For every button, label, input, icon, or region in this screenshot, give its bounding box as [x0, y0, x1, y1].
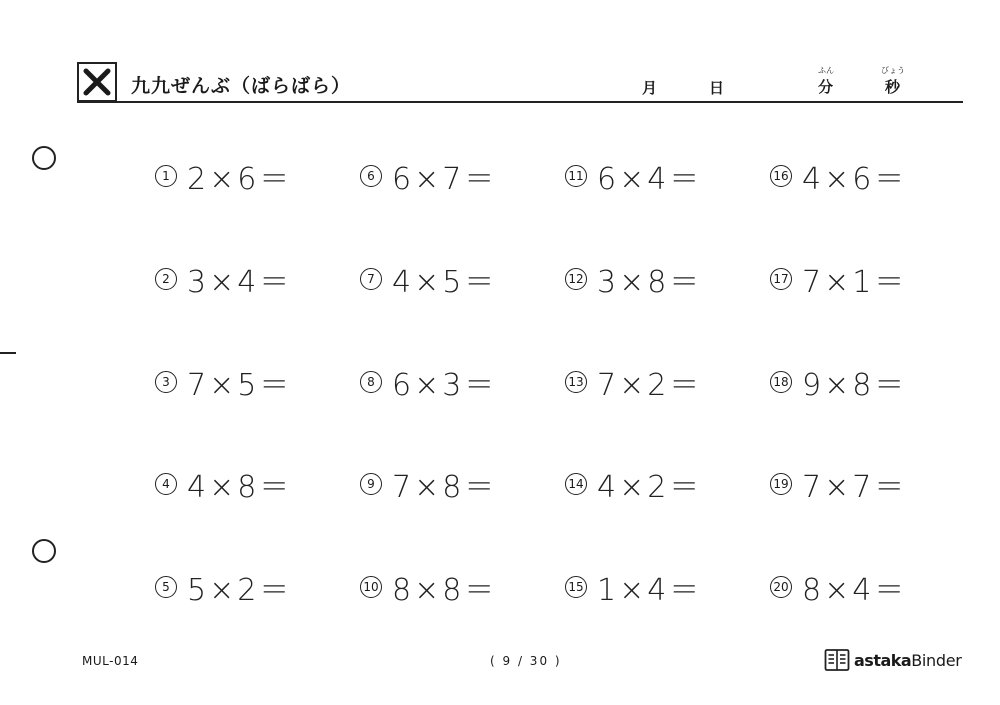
problem-expression: 8×8＝: [392, 573, 498, 608]
brand-name-strong: astaka: [854, 650, 912, 670]
problem-expression: 4×6＝: [802, 162, 908, 197]
problem-number: 20: [770, 576, 792, 598]
problem-expression: 7×8＝: [392, 470, 498, 505]
problem-expression: 7×5＝: [187, 368, 293, 403]
problem-number: 6: [360, 165, 382, 187]
problem-item: [770, 565, 907, 609]
problem-number: 4: [155, 473, 177, 495]
problem-number: 8: [360, 371, 382, 393]
minutes-ruby: ふん: [818, 66, 834, 75]
problem-item: [155, 154, 292, 198]
problem-expression: 4×5＝: [392, 265, 498, 300]
problem-expression: 3×8＝: [597, 265, 703, 300]
problem-expression: 4×2＝: [597, 470, 703, 505]
problem-item: [565, 360, 702, 404]
problem-number: 9: [360, 473, 382, 495]
brand-name-light: Binder: [911, 650, 962, 670]
problem-item: [360, 257, 497, 301]
brand-logo: [824, 648, 962, 672]
problem-expression: 4×8＝: [187, 470, 293, 505]
problem-item: [360, 462, 497, 506]
problem-expression: 5×2＝: [187, 573, 293, 608]
worksheet-title: 九九ぜんぶ（ばらばら）: [131, 75, 352, 97]
binder-book-icon: [824, 648, 850, 672]
problem-item: [155, 360, 292, 404]
problem-number: 5: [155, 576, 177, 598]
problem-expression: 3×4＝: [187, 265, 293, 300]
day-label: 日: [709, 79, 725, 97]
problem-item: [565, 257, 702, 301]
problem-expression: 6×4＝: [597, 162, 703, 197]
problem-item: [770, 154, 907, 198]
problem-number: 1: [155, 165, 177, 187]
problem-item: [360, 565, 497, 609]
problem-item: [360, 154, 497, 198]
problem-item: [565, 154, 702, 198]
worksheet-code: MUL-014: [82, 654, 139, 668]
problem-item: [770, 360, 907, 404]
problem-item: [360, 360, 497, 404]
problem-number: 15: [565, 576, 587, 598]
page-number: ( 9 / 30 ): [490, 654, 562, 668]
problem-expression: 9×8＝: [802, 368, 908, 403]
month-label: 月: [642, 79, 658, 97]
problem-item: [770, 462, 907, 506]
problem-item: [565, 565, 702, 609]
problem-item: [155, 257, 292, 301]
problem-number: 13: [565, 371, 587, 393]
problem-number: 17: [770, 268, 792, 290]
problem-expression: 8×4＝: [802, 573, 908, 608]
seconds-label: 秒: [885, 78, 901, 96]
problem-item: [565, 462, 702, 506]
problem-number: 11: [565, 165, 587, 187]
problem-number: 3: [155, 371, 177, 393]
problem-expression: 6×3＝: [392, 368, 498, 403]
problem-expression: 7×1＝: [802, 265, 908, 300]
problem-expression: 1×4＝: [597, 573, 703, 608]
problem-number: 2: [155, 268, 177, 290]
seconds-ruby: びょう: [881, 66, 905, 75]
problem-number: 7: [360, 268, 382, 290]
minutes-label: 分: [818, 78, 834, 96]
problem-number: 12: [565, 268, 587, 290]
problem-item: [155, 565, 292, 609]
problem-item: [770, 257, 907, 301]
problem-number: 10: [360, 576, 382, 598]
problem-number: 14: [565, 473, 587, 495]
problem-expression: 6×7＝: [392, 162, 498, 197]
problem-number: 16: [770, 165, 792, 187]
problem-item: [155, 462, 292, 506]
problem-expression: 2×6＝: [187, 162, 293, 197]
problem-number: 18: [770, 371, 792, 393]
problem-expression: 7×7＝: [802, 470, 908, 505]
problem-number: 19: [770, 473, 792, 495]
problem-expression: 7×2＝: [597, 368, 703, 403]
